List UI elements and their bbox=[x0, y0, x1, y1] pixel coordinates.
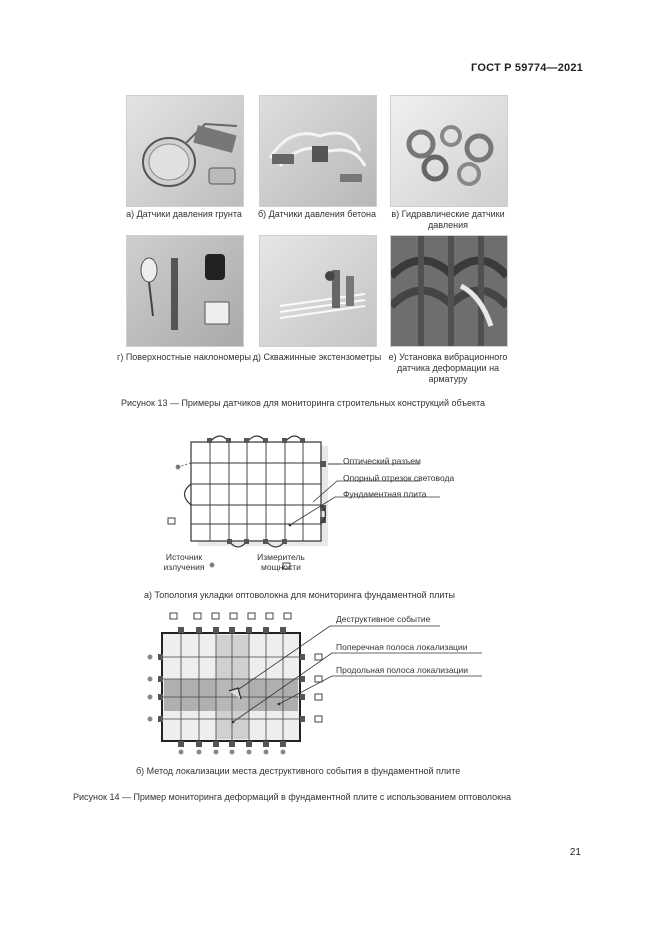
caption-photo-d: г) Поверхностные наклономеры bbox=[117, 352, 251, 362]
figure-13-caption: Рисунок 13 — Примеры датчиков для мониторинга строительных конструкций объекта bbox=[121, 398, 486, 408]
top-meters-14b bbox=[170, 613, 291, 619]
label-meter-line2: мощности bbox=[261, 562, 301, 572]
caption-photo-f: е) Установка вибрационного датчика деформации на арматуру bbox=[388, 352, 508, 384]
label-longitudinal-band: Продольная полоса локализации bbox=[336, 665, 469, 675]
left-fiber-loop bbox=[185, 484, 192, 505]
page-number: 21 bbox=[569, 847, 581, 858]
concrete-sensor-illustration bbox=[260, 96, 376, 206]
photo-hydraulic-pressure-sensors bbox=[390, 95, 508, 207]
photo-soil-pressure-sensors bbox=[126, 95, 244, 207]
photo-concrete-pressure-sensors bbox=[259, 95, 377, 207]
power-meter-left bbox=[168, 518, 175, 524]
foundation-slab-outline bbox=[191, 442, 321, 541]
extensometer-illustration bbox=[260, 236, 376, 346]
soil-sensor-illustration bbox=[127, 96, 243, 206]
left-sources-14b bbox=[148, 655, 153, 722]
standard-header: ГОСТ Р 59774—2021 bbox=[471, 62, 583, 74]
label-reference-segment: Опорный отрезок световода bbox=[343, 473, 455, 483]
localization-diagram bbox=[0, 607, 661, 757]
rebar-illustration bbox=[391, 236, 507, 346]
figure-14a-caption: а) Топология укладки оптоволокна для мониторинга фундаментной плиты bbox=[144, 590, 455, 600]
caption-photo-e: д) Скважинные экстензометры bbox=[252, 352, 382, 362]
caption-photo-a: а) Датчики давления грунта bbox=[126, 209, 242, 219]
bottom-sources-14b bbox=[179, 750, 286, 755]
photo-vibration-sensor-installation bbox=[390, 235, 508, 347]
figure-14b-caption: б) Метод локализации места деструктивного события в фундаментной плите bbox=[136, 766, 461, 776]
photo-borehole-extensometers bbox=[259, 235, 377, 347]
label-radiation-source bbox=[161, 552, 207, 572]
label-transverse-band: Поперечная полоса локализации bbox=[336, 642, 468, 652]
hydraulic-sensor-illustration bbox=[391, 96, 507, 206]
label-destructive-event: Деструктивное событие bbox=[336, 614, 431, 624]
tiltmeter-illustration bbox=[127, 236, 243, 346]
source-emitter-bottom bbox=[210, 563, 214, 567]
label-power-meter bbox=[255, 552, 307, 572]
photo-surface-tiltmeters bbox=[126, 235, 244, 347]
caption-photo-c: в) Гидравлические датчики давления bbox=[391, 209, 505, 230]
label-source-line2: излучения bbox=[163, 562, 205, 572]
label-foundation-slab: Фундаментная плита bbox=[343, 489, 427, 499]
caption-photo-b: б) Датчики давления бетона bbox=[257, 209, 377, 219]
top-fiber-loops bbox=[210, 436, 303, 442]
label-source-line1: Источник bbox=[165, 552, 203, 562]
transverse-band bbox=[216, 635, 249, 739]
label-meter-line1: Измеритель bbox=[257, 552, 305, 562]
figure-14-caption: Рисунок 14 — Пример мониторинга деформаций в фундаментной плите с использованием оптоволокна bbox=[73, 792, 512, 802]
label-optical-connector: Оптический разъем bbox=[343, 456, 421, 466]
